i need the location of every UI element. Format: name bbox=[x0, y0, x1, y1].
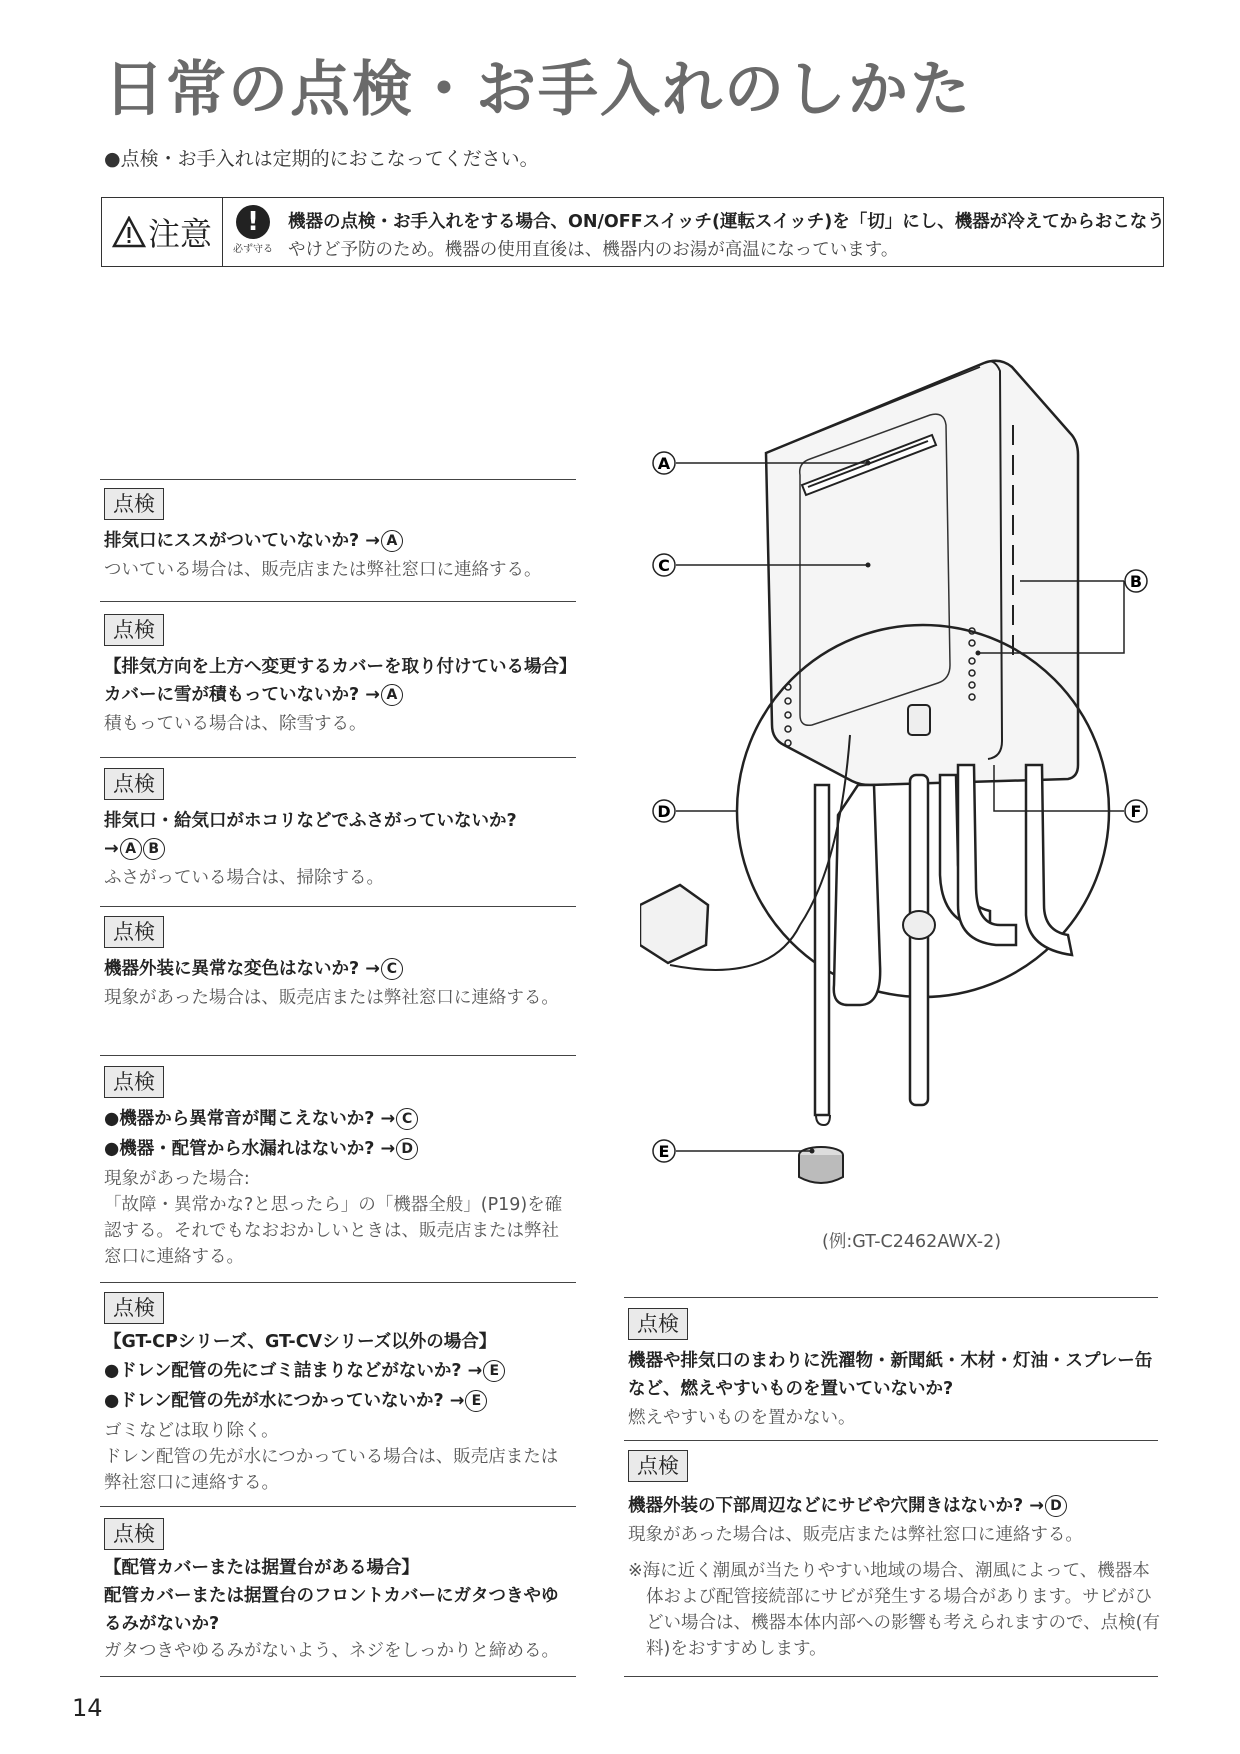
inspection-tag: 点検 bbox=[104, 1292, 164, 1324]
check-answer: 現象があった場合は、販売店または弊社窓口に連絡する。 bbox=[104, 988, 559, 1008]
page-title: 日常の点検・お手入れのしかた bbox=[104, 55, 972, 125]
check-answer: 燃えやすいものを置かない。 bbox=[628, 1408, 856, 1428]
divider bbox=[100, 1506, 576, 1507]
check-question: 排気口にススがついていないか? → A bbox=[104, 527, 574, 555]
svg-text:F: F bbox=[1130, 802, 1142, 821]
warning-triangle-icon bbox=[112, 216, 146, 248]
divider bbox=[624, 1297, 1158, 1298]
check-question: 排気口・給気口がホコリなどでふさがっていないか? bbox=[104, 811, 517, 831]
section-drain-pipe bbox=[104, 1292, 574, 1496]
divider bbox=[100, 1282, 576, 1283]
check-condition: 【GT-CPシリーズ、GT-CVシリーズ以外の場合】 bbox=[104, 1332, 497, 1352]
inspection-tag: 点検 bbox=[104, 768, 164, 800]
ref-a-icon: A bbox=[381, 530, 403, 552]
divider bbox=[100, 479, 576, 480]
section-cover-snow bbox=[104, 614, 577, 737]
inspection-tag: 点検 bbox=[104, 916, 164, 948]
section-discoloration bbox=[104, 916, 574, 1011]
section-vent-dust bbox=[104, 768, 574, 891]
diagram-label-a bbox=[653, 452, 675, 474]
check-answer: 現象があった場合は、販売店または弊社窓口に連絡する。 bbox=[628, 1525, 1083, 1545]
ref-d-icon: D bbox=[1045, 1495, 1067, 1517]
svg-text:D: D bbox=[657, 802, 671, 821]
ref-a-icon: A bbox=[120, 838, 142, 860]
divider bbox=[100, 906, 576, 907]
check-question: 機器外装の下部周辺などにサビや穴開きはないか? → D bbox=[628, 1492, 1164, 1520]
intro-text: ●点検・お手入れは定期的におこなってください。 bbox=[104, 148, 539, 170]
check-condition: 【排気方向を上方へ変更するカバーを取り付けている場合】 bbox=[104, 657, 577, 677]
diagram-label-c bbox=[653, 554, 675, 576]
must-follow-text: 必ず守る bbox=[233, 244, 273, 255]
check-answer: ゴミなどは取り除く。 bbox=[104, 1421, 279, 1441]
caution-sub-text: やけど予防のため。機器の使用直後は、機器内のお湯が高温になっています。 bbox=[288, 240, 899, 260]
check-bullet: ●機器・配管から水漏れはないか? → D bbox=[104, 1134, 574, 1164]
caution-main-text: 機器の点検・お手入れをする場合、ON/OFFスイッチ(運転スイッチ)を「切」にし、機器が冷えてからおこなう bbox=[288, 212, 1165, 232]
diagram-label-e bbox=[653, 1140, 675, 1162]
example-model-caption: (例:GT-C2462AWX-2) bbox=[822, 1232, 1002, 1252]
check-question: カバーに雪が積もっていないか? → A bbox=[104, 681, 574, 709]
ref-b-icon: B bbox=[143, 838, 165, 860]
divider bbox=[624, 1440, 1158, 1441]
check-bullet: ●機器から異常音が聞こえないか? → C bbox=[104, 1104, 574, 1134]
check-answer: ついている場合は、販売店または弊社窓口に連絡する。 bbox=[104, 560, 542, 580]
inspection-tag: 点検 bbox=[104, 1066, 164, 1098]
check-bullet: ●ドレン配管の先が水につかっていないか? → E bbox=[104, 1386, 574, 1416]
caution-box bbox=[101, 197, 1164, 267]
check-bullet: ●ドレン配管の先にゴミ詰まりなどがないか? → E bbox=[104, 1356, 574, 1386]
svg-text:B: B bbox=[1129, 572, 1143, 591]
caution-label bbox=[102, 198, 223, 266]
diagram-label-d bbox=[653, 800, 675, 822]
divider bbox=[100, 1055, 576, 1056]
check-answer: 積もっている場合は、除雪する。 bbox=[104, 714, 367, 734]
exclamation-icon: ! bbox=[236, 205, 270, 239]
check-answer: 「故障・異常かな?と思ったら」の「機器全般」(P19)を確認する。それでもなおおかしいときは、販売店または弊社窓口に連絡する。 bbox=[104, 1195, 563, 1267]
rust-note: ※海に近く潮風が当たりやすい地域の場合、潮風によって、機器本体および配管接続部にサビが発生する場合があります。サビがひどい場合は、機器本体内部への影響も考えられますので、点検(有料)をおすすめします。 bbox=[628, 1561, 1160, 1659]
ref-a-icon: A bbox=[381, 684, 403, 706]
check-answer: ガタつきやゆるみがないよう、ネジをしっかりと締める。 bbox=[104, 1641, 559, 1661]
check-question: 配管カバーまたは据置台のフロントカバーにガタつきやゆるみがないか? bbox=[104, 1586, 559, 1634]
svg-text:A: A bbox=[657, 454, 671, 473]
inspection-tag: 点検 bbox=[104, 1518, 164, 1550]
check-question: 機器外装に異常な変色はないか? → C bbox=[104, 955, 574, 983]
section-rust bbox=[628, 1450, 1164, 1662]
diagram-label-b bbox=[1125, 570, 1147, 592]
page-number: 14 bbox=[72, 1694, 103, 1722]
inspection-tag: 点検 bbox=[104, 488, 164, 520]
divider bbox=[100, 1676, 576, 1677]
diagram-label-f bbox=[1125, 800, 1147, 822]
inspection-tag: 点検 bbox=[628, 1308, 688, 1340]
check-condition: 【配管カバーまたは据置台がある場合】 bbox=[104, 1558, 419, 1578]
section-noise-leak bbox=[104, 1066, 574, 1270]
ref-c-icon: C bbox=[381, 958, 403, 980]
ref-d-icon: D bbox=[396, 1138, 418, 1160]
ref-e-icon: E bbox=[465, 1390, 487, 1412]
check-question: 機器や排気口のまわりに洗濯物・新聞紙・木材・灯油・スプレー缶など、燃えやすいものを置いていないか? bbox=[628, 1351, 1153, 1399]
divider bbox=[100, 757, 576, 758]
inspection-tag: 点検 bbox=[628, 1450, 688, 1482]
section-exhaust-soot bbox=[104, 488, 574, 583]
ref-c-icon: C bbox=[396, 1108, 418, 1130]
divider bbox=[624, 1676, 1158, 1677]
check-answer: 現象があった場合: bbox=[104, 1169, 250, 1189]
section-pipe-cover bbox=[104, 1518, 574, 1664]
check-answer: ドレン配管の先が水につかっている場合は、販売店または弊社窓口に連絡する。 bbox=[104, 1447, 559, 1493]
svg-text:E: E bbox=[658, 1142, 670, 1161]
check-answer: ふさがっている場合は、掃除する。 bbox=[104, 868, 384, 888]
section-flammables bbox=[628, 1308, 1164, 1431]
water-heater-diagram bbox=[640, 345, 1180, 1225]
check-question-refs: → A B bbox=[104, 835, 574, 863]
divider bbox=[100, 601, 576, 602]
svg-text:C: C bbox=[658, 556, 670, 575]
must-follow-icon bbox=[229, 205, 277, 255]
ref-e-icon: E bbox=[483, 1360, 505, 1382]
caution-label-text: 注意 bbox=[147, 215, 212, 253]
inspection-tag: 点検 bbox=[104, 614, 164, 646]
